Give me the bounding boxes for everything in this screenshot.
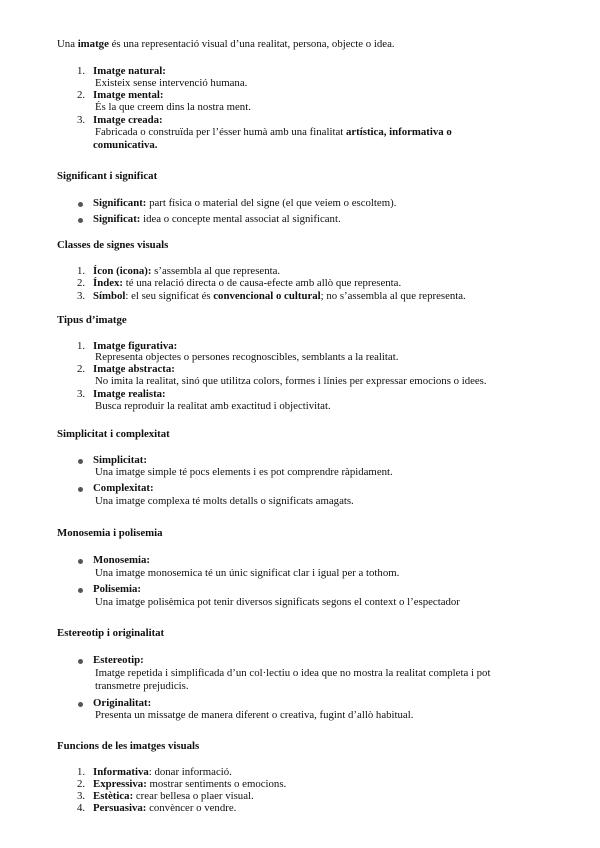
bullet-icon xyxy=(78,559,83,564)
list-number: 3. xyxy=(77,388,86,400)
list-item-desc: Una imatge complexa té molts detalls o significats amagats. xyxy=(95,495,354,507)
list-item-desc: Busca reproduir la realitat amb exactitud i objectivitat. xyxy=(95,400,331,412)
section-heading: Simplicitat i complexitat xyxy=(57,428,170,440)
list-item-desc: Una imatge polisèmica pot tenir diversos significats segons el context o l’espectador xyxy=(95,596,460,608)
bullet-icon xyxy=(78,588,83,593)
list-item-text: ; no s’assembla al que representa. xyxy=(320,290,466,302)
section-heading: Funcions de les imatges visuals xyxy=(57,740,200,752)
list-item-desc: Imatge repetida i simplificada d’un col·lectiu o idea que no mostra la realitat completa i pot xyxy=(95,667,491,679)
list-item xyxy=(93,213,341,226)
list-item-title: Originalitat: xyxy=(93,697,152,709)
list-item-text: convèncer o vendre. xyxy=(146,802,237,814)
list-number: 3. xyxy=(77,290,86,302)
list-item-title: Persuasiva: xyxy=(93,802,147,814)
list-number: 3. xyxy=(77,114,86,126)
list-number: 1. xyxy=(77,65,86,77)
list-item-text: idea o concepte mental associat al significant. xyxy=(140,213,341,225)
list-item-title: Imatge abstracta: xyxy=(93,363,175,375)
list-item-desc: Representa objectes o persones recognoscibles, semblants a la realitat. xyxy=(95,351,399,363)
list-item-title: Estètica: xyxy=(93,790,134,802)
list-item-title: Imatge creada: xyxy=(93,114,163,126)
list-item-title: Símbol xyxy=(93,290,126,302)
list-number: 2. xyxy=(77,778,86,790)
desc-bold: comunicativa. xyxy=(93,139,158,151)
list-number: 4. xyxy=(77,802,86,814)
list-item-text: : donar informació. xyxy=(148,766,232,778)
list-item-title: Imatge figurativa: xyxy=(93,340,178,352)
list-item-title: Estereotip: xyxy=(93,654,144,666)
list-item-text: part física o material del signe (el que veiem o escoltem). xyxy=(146,197,397,209)
list-number: 1. xyxy=(77,265,86,277)
intro-bold: imatge xyxy=(77,38,109,50)
list-item xyxy=(93,802,236,815)
intro-paragraph xyxy=(57,38,395,51)
bullet-icon xyxy=(78,202,83,207)
section-heading: Tipus d’imatge xyxy=(57,314,127,326)
section-heading: Monosemia i polisemia xyxy=(57,527,163,539)
list-number: 3. xyxy=(77,790,86,802)
bullet-icon xyxy=(78,459,83,464)
list-number: 1. xyxy=(77,766,86,778)
bullet-icon xyxy=(78,702,83,707)
bullet-icon xyxy=(78,659,83,664)
list-item-title: Imatge natural: xyxy=(93,65,166,77)
list-number: 2. xyxy=(77,89,86,101)
section-heading: Estereotip i originalitat xyxy=(57,627,165,639)
list-number: 2. xyxy=(77,363,86,375)
list-item-desc: Una imatge monosemica té un únic significat clar i igual per a tothom. xyxy=(95,567,400,579)
section-heading: Significant i significat xyxy=(57,170,158,182)
list-number: 1. xyxy=(77,340,86,352)
list-item-title: Informativa xyxy=(93,766,149,778)
bullet-icon xyxy=(78,218,83,223)
list-item-title: Simplicitat: xyxy=(93,454,147,466)
list-item-title: Imatge mental: xyxy=(93,89,164,101)
list-item-title: Significat: xyxy=(93,213,141,225)
list-item-desc: No imita la realitat, sinó que utilitza colors, formes i línies per expressar emocions o idees. xyxy=(95,375,487,387)
section-heading: Classes de signes visuals xyxy=(57,239,169,251)
intro-text: Una xyxy=(57,38,78,50)
list-item-text: : el seu significat és xyxy=(125,290,214,302)
list-item-title: Complexitat: xyxy=(93,482,154,494)
list-item-title: Expressiva: xyxy=(93,778,147,790)
desc-text: Fabricada o construïda per l’ésser humà amb una finalitat xyxy=(95,126,346,138)
list-item-title: Significant: xyxy=(93,197,147,209)
bullet-icon xyxy=(78,487,83,492)
list-item-text: s’assembla al que representa. xyxy=(151,265,281,277)
list-item-desc: Presenta un missatge de manera diferent o creativa, fugint d’allò habitual. xyxy=(95,709,414,721)
list-item xyxy=(93,290,466,303)
intro-text: és una representació visual d’una realitat, persona, objecte o idea. xyxy=(108,38,395,50)
list-item-desc xyxy=(95,126,452,139)
list-item-desc: Una imatge simple té pocs elements i es pot comprendre ràpidament. xyxy=(95,466,393,478)
list-item-text: crear bellesa o plaer visual. xyxy=(133,790,254,802)
list-item-text: té una relació directa o de causa-efecte amb allò que representa. xyxy=(123,277,402,289)
list-item-title: Polisemia: xyxy=(93,583,141,595)
list-item-bold: convencional o cultural xyxy=(213,290,321,302)
list-item-desc: Existeix sense intervenció humana. xyxy=(95,77,248,89)
list-number: 2. xyxy=(77,277,86,289)
list-item-title: Ícon (icona): xyxy=(93,265,152,277)
list-item-title: Imatge realista: xyxy=(93,388,166,400)
list-item xyxy=(93,197,396,210)
list-item-title: Monosemia: xyxy=(93,554,150,566)
list-item-text: mostrar sentiments o emocions. xyxy=(146,778,287,790)
list-item xyxy=(93,277,401,290)
list-item-desc: És la que creem dins la nostra ment. xyxy=(95,101,251,113)
list-item-desc: transmetre prejudicis. xyxy=(95,680,189,692)
list-item-title: Índex: xyxy=(93,277,123,289)
desc-bold: artística, informativa o xyxy=(345,126,452,138)
